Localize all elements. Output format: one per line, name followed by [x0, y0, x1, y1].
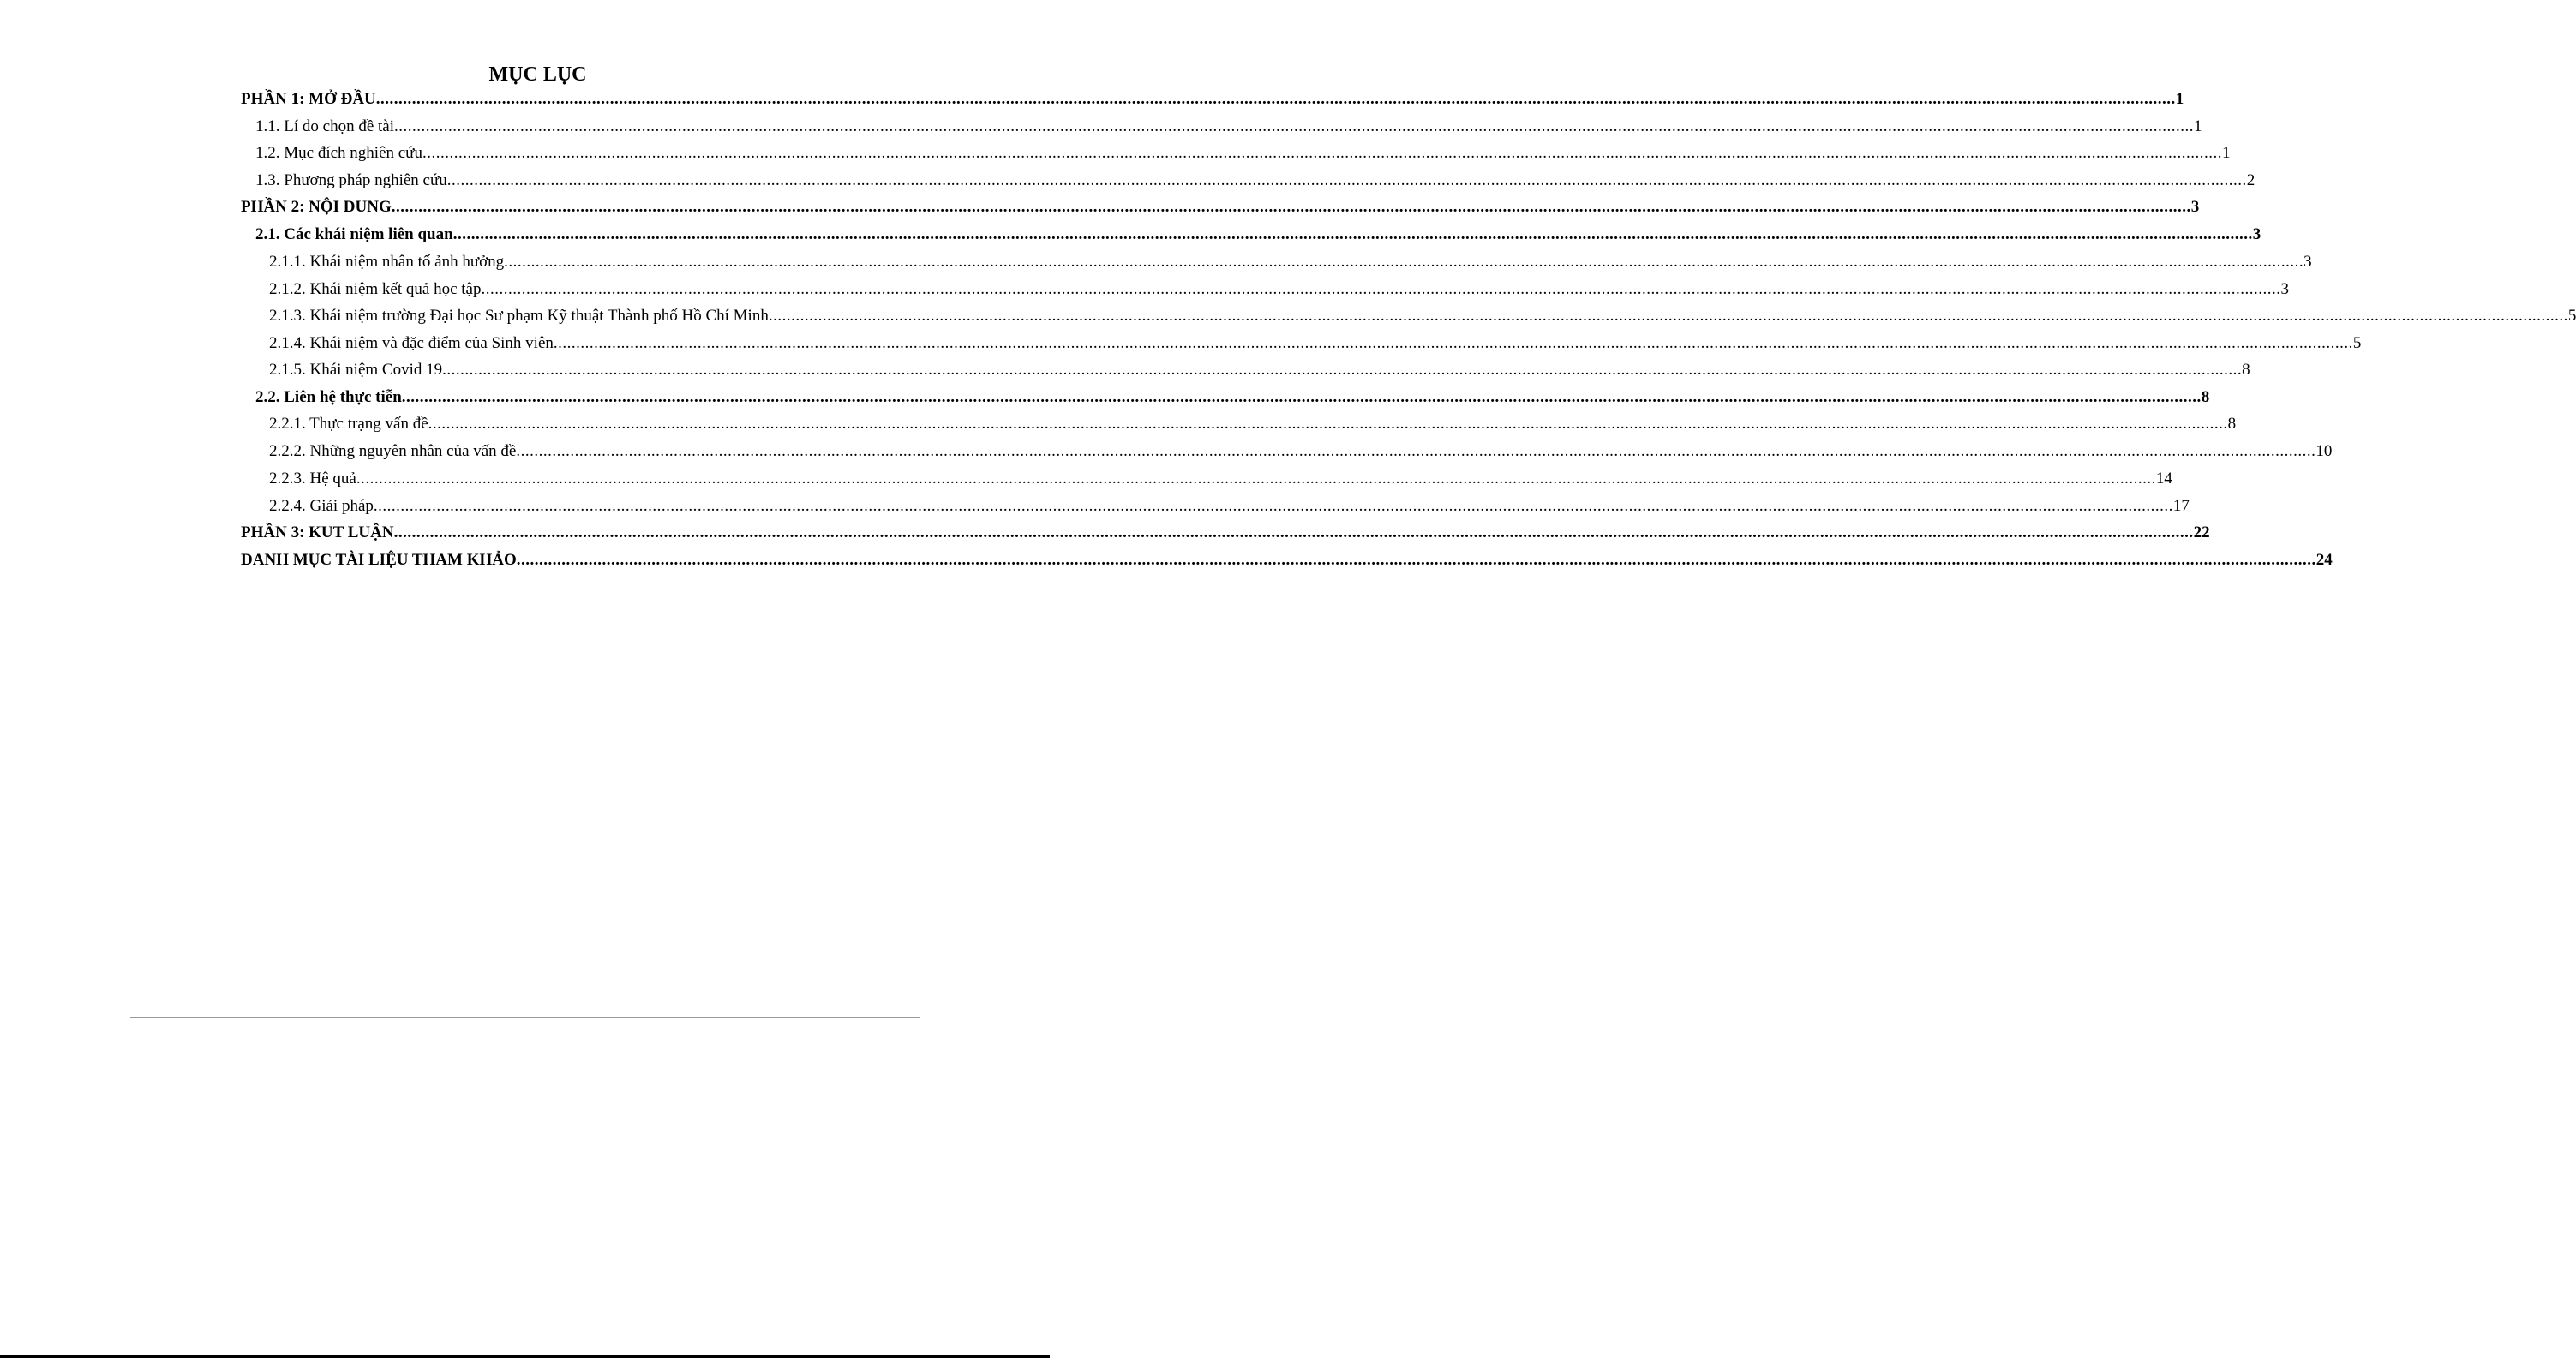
toc-entry-text: 2.1. Các khái niệm liên quan	[255, 225, 453, 243]
page-separator-rule	[130, 1017, 920, 1018]
dot-leader: ................................................................................................................................................................................................................................................................................................................................................................................................................	[516, 551, 2316, 569]
toc-entry[interactable]	[241, 550, 2333, 571]
toc-entry-text: PHẦN 2: NỘI DUNG	[241, 198, 392, 216]
toc-entry[interactable]	[269, 279, 2289, 300]
dot-leader: ................................................................................................................................................................................................................................................................................................................................................................................................................	[391, 198, 2191, 216]
toc-entry-page: 1	[2175, 90, 2184, 108]
dot-leader: ................................................................................................................................................................................................................................................................................................................................................................................................................	[516, 442, 2316, 460]
toc-entry[interactable]	[269, 306, 2576, 326]
toc-entry-page: 8	[2242, 361, 2250, 379]
dot-leader: ................................................................................................................................................................................................................................................................................................................................................................................................................	[442, 361, 2243, 379]
dot-leader: ................................................................................................................................................................................................................................................................................................................................................................................................................	[428, 415, 2228, 433]
toc-entry[interactable]	[269, 360, 2250, 380]
toc-entry-page: 5	[2352, 334, 2362, 352]
dot-leader: ................................................................................................................................................................................................................................................................................................................................................................................................................	[553, 334, 2353, 352]
toc-entry[interactable]	[241, 89, 2184, 110]
toc-entry-text: 2.1.4. Khái niệm và đặc điểm của Sinh viên	[269, 334, 554, 352]
toc-entry-page: 3	[2280, 280, 2289, 298]
toc-entry-text: 1.1. Lí do chọn đề tài	[255, 117, 394, 135]
toc-entry-page: 3	[2252, 225, 2261, 243]
toc-entry-text: 2.1.5. Khái niệm Covid 19	[269, 361, 443, 379]
toc-entry-page: 22	[2193, 523, 2210, 541]
toc-entry-text: 2.1.3. Khái niệm trường Đại học Sư phạm Kỹ thuật Thành phố Hồ Chí Minh	[269, 307, 769, 325]
dot-leader: ................................................................................................................................................................................................................................................................................................................................................................................................................	[504, 253, 2304, 271]
toc-entry[interactable]	[269, 469, 2172, 489]
toc-entry-page: 2	[2246, 171, 2255, 189]
dot-leader: ................................................................................................................................................................................................................................................................................................................................................................................................................	[356, 470, 2156, 488]
toc-entry-text: 2.1.1. Khái niệm nhân tố ảnh hưởng	[269, 253, 505, 271]
toc-entry-page: 24	[2315, 551, 2333, 569]
toc-entry[interactable]	[269, 333, 2362, 354]
toc-entry-page: 8	[2227, 415, 2237, 433]
toc-entry-page: 1	[2194, 117, 2202, 135]
toc-entry[interactable]	[241, 523, 2210, 543]
dot-leader: ................................................................................................................................................................................................................................................................................................................................................................................................................	[422, 144, 2222, 162]
toc-entry-page: 5	[2567, 307, 2576, 325]
toc-entry-page: 14	[2155, 470, 2172, 488]
toc-entry-text: 2.2.4. Giải pháp	[269, 497, 374, 515]
toc-entry-page: 10	[2315, 442, 2333, 460]
toc-entry[interactable]	[255, 117, 2202, 137]
toc-entry-text: 2.1.2. Khái niệm kết quả học tập	[269, 280, 482, 298]
dot-leader: ................................................................................................................................................................................................................................................................................................................................................................................................................	[375, 90, 2176, 108]
dot-leader: ................................................................................................................................................................................................................................................................................................................................................................................................................	[401, 388, 2202, 406]
toc-entry-text: 2.2.2. Những nguyên nhân của vấn đề	[269, 442, 517, 460]
toc-entry[interactable]	[269, 414, 2237, 434]
dot-leader: ................................................................................................................................................................................................................................................................................................................................................................................................................	[373, 497, 2173, 515]
toc-entry[interactable]	[255, 170, 2255, 191]
toc-entry-text: 1.3. Phương pháp nghiên cứu	[255, 171, 447, 189]
toc-entry[interactable]	[269, 252, 2312, 272]
toc-entry[interactable]	[255, 143, 2231, 164]
toc-entry[interactable]	[255, 224, 2261, 245]
toc-entry[interactable]	[269, 496, 2190, 517]
dot-leader: ................................................................................................................................................................................................................................................................................................................................................................................................................	[446, 171, 2247, 189]
toc-entry-page: 1	[2221, 144, 2231, 162]
toc-entry-page: 3	[2190, 198, 2200, 216]
toc-entry[interactable]	[269, 441, 2333, 462]
table-of-contents	[0, 0, 2576, 600]
toc-entry-text: 2.2. Liên hệ thực tiễn	[255, 388, 402, 406]
toc-entry[interactable]	[255, 387, 2210, 408]
toc-title: MỤC LỤC	[488, 63, 587, 86]
toc-entry-text: PHẦN 3: KUT LUẬN	[241, 523, 394, 541]
toc-entry-text: PHẦN 1: MỞ ĐẦU	[241, 90, 376, 108]
dot-leader: ................................................................................................................................................................................................................................................................................................................................................................................................................	[452, 225, 2253, 243]
toc-entry[interactable]	[241, 197, 2200, 218]
toc-entry-text: DANH MỤC TÀI LIỆU THAM KHẢO	[241, 551, 517, 569]
dot-leader: ................................................................................................................................................................................................................................................................................................................................................................................................................	[768, 307, 2568, 325]
toc-entry-text: 2.2.3. Hệ quả	[269, 470, 356, 488]
dot-leader: ................................................................................................................................................................................................................................................................................................................................................................................................................	[394, 117, 2194, 135]
toc-entry-text: 1.2. Mục đích nghiên cứu	[255, 144, 422, 162]
dot-leader: ................................................................................................................................................................................................................................................................................................................................................................................................................	[393, 523, 2194, 541]
dot-leader: ................................................................................................................................................................................................................................................................................................................................................................................................................	[481, 280, 2281, 298]
toc-entry-page: 3	[2303, 253, 2312, 271]
toc-entry-text: 2.2.1. Thực trạng vấn đề	[269, 415, 428, 433]
toc-entry-page: 17	[2172, 497, 2190, 515]
toc-entry-page: 8	[2201, 388, 2210, 406]
